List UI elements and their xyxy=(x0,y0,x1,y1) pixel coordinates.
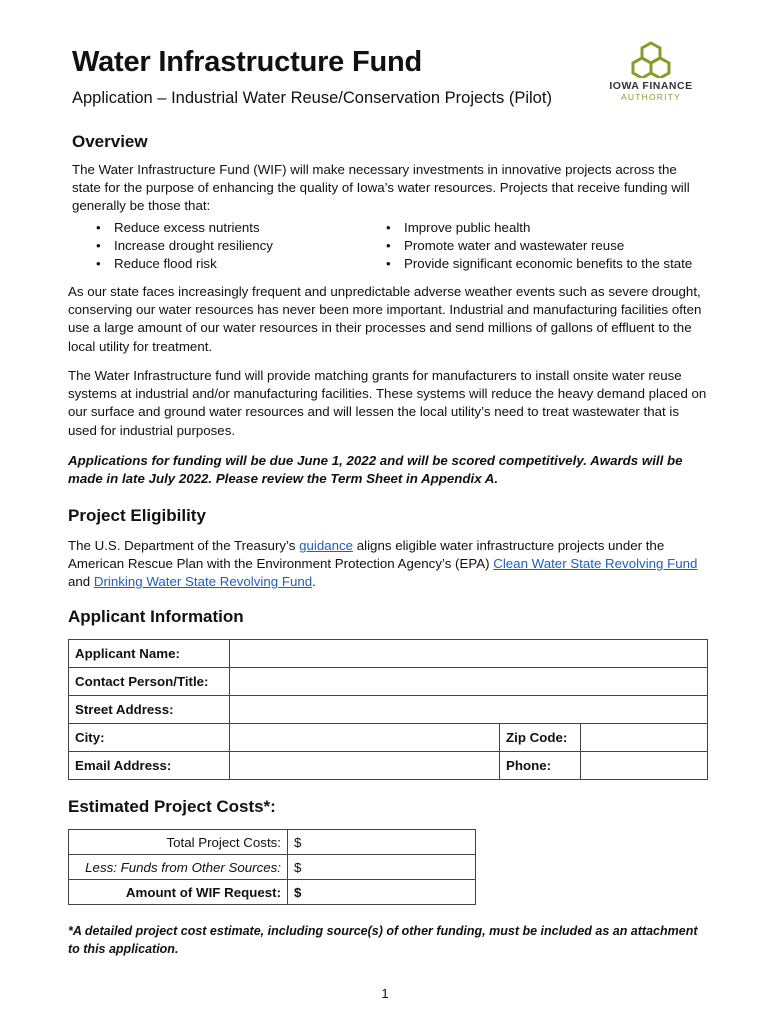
wif-request-field[interactable]: $ xyxy=(288,880,476,905)
drinking-water-srf-link[interactable]: Drinking Water State Revolving Fund xyxy=(93,574,313,590)
contact-person-field[interactable] xyxy=(230,668,708,696)
overview-paragraph-drought: As our state faces increasingly frequent and unpredictable adverse weather events such as severe drought, conserving our water resources has never been more important. Industrial and manufacturing facilities often use a large amount of our water resources in their processes and send millions of gallons of effluent to the local utility for treatment. xyxy=(68,284,702,354)
deadline-notice: Applications for funding will be due June 1, 2022 and will be scored competitively. Awards will be made in late July 2022. Please review the Term Sheet in Appendix A. xyxy=(68,453,683,487)
table-row xyxy=(69,696,708,724)
overview-intro: The Water Infrastructure Fund (WIF) will make necessary investments in innovative projects across the state for the purpose of enhancing the quality of Iowa’s water resources. Projects that receive funding will generally be those that: xyxy=(72,162,690,214)
list-item: • Reduce flood risk xyxy=(92,255,273,273)
eligibility-heading: Project Eligibility xyxy=(68,506,206,525)
table-row xyxy=(69,855,476,880)
logo-subtitle: AUTHORITY xyxy=(621,92,681,102)
email-address-label: Email Address: xyxy=(69,752,230,780)
clean-water-srf-link[interactable]: Clean Water State Revolving Fund xyxy=(493,556,698,572)
applicant-name-field[interactable] xyxy=(230,640,708,668)
table-row xyxy=(69,880,476,905)
list-item: • Promote water and wastewater reuse xyxy=(382,237,692,255)
street-address-label: Street Address: xyxy=(69,696,230,724)
city-label: City: xyxy=(69,724,230,752)
guidance-link[interactable]: guidance xyxy=(299,538,354,553)
street-address-field[interactable] xyxy=(230,696,708,724)
list-item: • Reduce excess nutrients xyxy=(92,219,273,237)
cost-footnote: *A detailed project cost estimate, including source(s) of other funding, must be included as an attachment to this application. xyxy=(68,924,698,957)
zip-code-label: Zip Code: xyxy=(500,724,581,752)
applicant-table xyxy=(68,639,708,780)
costs-heading: Estimated Project Costs*: xyxy=(68,797,276,816)
table-row xyxy=(69,830,476,855)
document-title: Water Infrastructure Fund xyxy=(72,46,423,78)
contact-person-label: Contact Person/Title: xyxy=(69,668,230,696)
logo-name: IOWA FINANCE xyxy=(609,80,693,92)
other-sources-label: Less: Funds from Other Sources: xyxy=(69,855,288,880)
hexagon-cubes-icon xyxy=(631,40,671,78)
list-item: • Improve public health xyxy=(382,219,692,237)
list-item: • Provide significant economic benefits to the state xyxy=(382,255,692,273)
overview-paragraph-grants: The Water Infrastructure fund will provide matching grants for manufacturers to install onsite water reuse systems at industrial and/or manufacturing facilities. These systems will reduce the heavy demand placed on our surface and ground water resources and will lessen the local utility’s need to treat wastewater that is used for industrial purposes. xyxy=(68,368,707,438)
table-row xyxy=(69,752,708,780)
benefits-list-right xyxy=(382,219,692,274)
benefits-list-left xyxy=(92,219,273,274)
wif-request-label: Amount of WIF Request: xyxy=(69,880,288,905)
zip-code-field[interactable] xyxy=(581,724,708,752)
iowa-finance-authority-logo xyxy=(603,40,699,102)
page-number: 1 xyxy=(381,986,389,1001)
email-address-field[interactable] xyxy=(230,752,500,780)
phone-label: Phone: xyxy=(500,752,581,780)
table-row xyxy=(69,640,708,668)
total-costs-field[interactable]: $ xyxy=(288,830,476,855)
total-costs-label: Total Project Costs: xyxy=(69,830,288,855)
eligibility-paragraph: The U.S. Department of the Treasury’s guidance aligns eligible water infrastructure projects under the American Rescue Plan with the Environment Protection Agency’s (EPA) Clean Water State Revolving Fund and Drinking Water State Revolving Fund. xyxy=(68,538,698,590)
costs-table xyxy=(68,829,476,905)
phone-field[interactable] xyxy=(581,752,708,780)
list-item: • Increase drought resiliency xyxy=(92,237,273,255)
table-row xyxy=(69,724,708,752)
applicant-name-label: Applicant Name: xyxy=(69,640,230,668)
overview-heading: Overview xyxy=(72,132,148,151)
city-field[interactable] xyxy=(230,724,500,752)
applicant-heading: Applicant Information xyxy=(68,607,244,626)
other-sources-field[interactable]: $ xyxy=(288,855,476,880)
document-subtitle: Application – Industrial Water Reuse/Conservation Projects (Pilot) xyxy=(72,89,552,107)
table-row xyxy=(69,668,708,696)
